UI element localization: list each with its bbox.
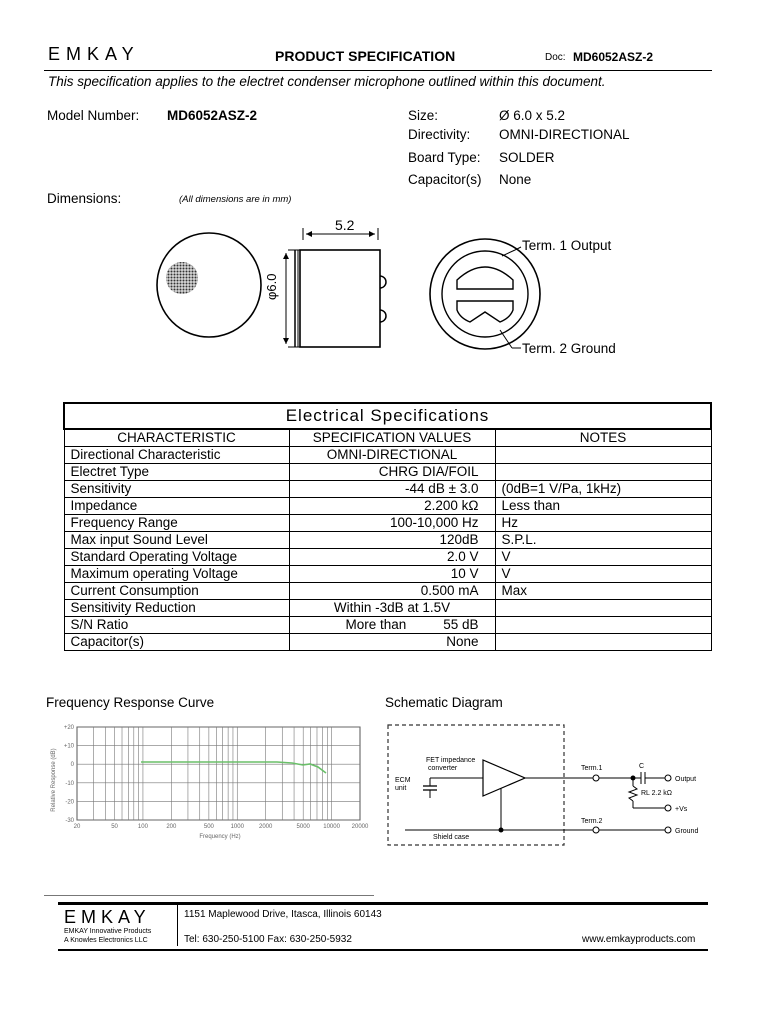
table-row [64, 634, 711, 651]
cell-value: 0.500 mA [289, 583, 495, 600]
footer-website-link[interactable]: www.emkayproducts.com [582, 934, 696, 945]
y-tick-labels [64, 725, 75, 824]
rear-view [430, 239, 540, 349]
x-tick-label: 1000 [230, 824, 244, 830]
size-value: Ø 6.0 x 5.2 [499, 108, 566, 123]
table-row [64, 515, 711, 532]
cell-value: 2.0 V [289, 549, 495, 566]
cell-characteristic: Standard Operating Voltage [64, 549, 289, 566]
x-tick-label: 20000 [351, 824, 369, 830]
cell-note: Hz [495, 515, 711, 532]
term2-schematic-label: Term.2 [581, 818, 603, 825]
plot-frame [77, 727, 360, 820]
fet-amplifier-symbol [483, 760, 525, 796]
rl-label: RL 2.2 kΩ [641, 790, 673, 797]
x-tick-label: 500 [203, 824, 214, 830]
x-tick-label: 50 [111, 824, 118, 830]
ground-label: Ground [675, 828, 699, 835]
y-tick-label: -30 [65, 818, 74, 824]
footer-subtitle-2: A Knowles Electronics LLC [64, 937, 148, 944]
cell-value: CHRG DIA/FOIL [289, 464, 495, 481]
front-view [157, 233, 261, 337]
board-type-label: Board Type: [408, 150, 481, 165]
y-tick-label: +10 [63, 743, 74, 750]
model-value: MD6052ASZ-2 [167, 108, 258, 123]
table-row [64, 549, 711, 566]
cell-characteristic: Max input Sound Level [64, 532, 289, 549]
cell-value: 10 V [289, 566, 495, 583]
table-row [64, 583, 711, 600]
cell-note: (0dB=1 V/Pa, 1kHz) [495, 481, 711, 498]
side-view [283, 228, 386, 347]
table-row [64, 532, 711, 549]
cell-characteristic: Sensitivity Reduction [64, 600, 289, 617]
cell-characteristic: Directional Characteristic [64, 447, 289, 464]
schematic-label: Schematic Diagram [385, 695, 503, 710]
schematic-diagram [385, 722, 715, 848]
cell-note [495, 447, 711, 464]
model-label: Model Number: [47, 108, 140, 123]
ecm-label-1: ECM [395, 777, 411, 784]
ecm-label-2: unit [395, 785, 407, 792]
electrical-spec-table [63, 402, 712, 651]
term1-schematic-label: Term.1 [581, 765, 603, 772]
cell-characteristic: S/N Ratio [64, 617, 289, 634]
board-type-value: SOLDER [499, 150, 555, 165]
y-tick-label: 0 [70, 762, 74, 769]
table-row [64, 481, 711, 498]
directivity-label: Directivity: [408, 127, 471, 142]
size-label: Size: [408, 108, 439, 123]
table-row [64, 566, 711, 583]
cell-note: Max [495, 583, 711, 600]
header-spec-values: SPECIFICATION VALUES [289, 429, 495, 447]
table-row [64, 447, 711, 464]
cell-note: V [495, 549, 711, 566]
doc-label: Doc: [545, 52, 566, 63]
header-notes: NOTES [495, 429, 711, 447]
capacitor-label: Capacitor(s) [408, 172, 482, 187]
cell-characteristic: Impedance [64, 498, 289, 515]
cell-characteristic: Electret Type [64, 464, 289, 481]
cell-note: S.P.L. [495, 532, 711, 549]
shield-case-label: Shield case [433, 834, 470, 841]
cell-value [289, 617, 495, 634]
x-tick-label: 10000 [323, 824, 340, 830]
x-tick-label: 2000 [258, 824, 273, 830]
doc-number: MD6052ASZ-2 [573, 50, 654, 64]
y-tick-label: +20 [63, 725, 74, 731]
fet-label-1: FET impedance [426, 757, 476, 764]
cell-value: -44 dB ± 3.0 [289, 481, 495, 498]
cell-note [495, 464, 711, 481]
table-header-row [64, 429, 711, 447]
capacitor-value: None [499, 172, 532, 187]
cell-value: 100-10,000 Hz [289, 515, 495, 532]
freq-response-curve [141, 762, 326, 773]
cell-characteristic: Sensitivity [64, 481, 289, 498]
freq-response-chart [40, 718, 380, 843]
freq-grid [77, 727, 360, 820]
brand-logo: EMKAY [48, 44, 140, 64]
freq-ylabel: Relative Response (dB) [51, 748, 57, 812]
footer-subtitle-1: EMKAY Innovative Products [64, 928, 152, 935]
cell-value-prefix: More than [345, 617, 407, 632]
table-row [64, 600, 711, 617]
cell-characteristic: Frequency Range [64, 515, 289, 532]
footer-address: 1151 Maplewood Drive, Itasca, Illinois 60143 [184, 909, 382, 920]
fet-label-2: converter [428, 765, 458, 772]
footer-brand: EMKAY [64, 907, 151, 927]
x-tick-label: 5000 [296, 824, 310, 830]
footer-phone: Tel: 630-250-5100 Fax: 630-250-5932 [184, 934, 352, 945]
length-dimension: 5.2 [335, 217, 355, 233]
term2-label: Term. 2 Ground [522, 341, 616, 356]
cell-value: 120dB [289, 532, 495, 549]
y-tick-label: -10 [65, 780, 74, 787]
cell-note: V [495, 566, 711, 583]
cell-value-number: 55 dB [443, 617, 479, 632]
cell-value: 2.200 kΩ [289, 498, 495, 515]
cell-value: OMNI-DIRECTIONAL [289, 447, 495, 464]
cell-characteristic: Current Consumption [64, 583, 289, 600]
footer-divider [177, 905, 178, 946]
output-label: Output [675, 776, 697, 783]
diameter-dimension: φ6.0 [264, 273, 279, 300]
freq-response-label: Frequency Response Curve [46, 695, 215, 710]
applies-text: This specification applies to the electret condenser microphone outlined within this document. [48, 74, 606, 89]
cell-note [495, 600, 711, 617]
dimensions-note: (All dimensions are in mm) [179, 194, 292, 205]
cell-note: Less than [495, 498, 711, 515]
x-tick-label: 100 [137, 824, 148, 830]
capacitor-symbol-label: C [639, 763, 645, 770]
term1-label: Term. 1 Output [522, 238, 612, 253]
cell-characteristic: Capacitor(s) [64, 634, 289, 651]
vs-label: +Vs [675, 806, 688, 813]
header-divider [44, 70, 712, 71]
header-characteristic: CHARACTERISTIC [64, 429, 289, 447]
directivity-value: OMNI-DIRECTIONAL [499, 127, 630, 142]
cell-value: Within -3dB at 1.5V [289, 600, 495, 617]
x-tick-label: 20 [73, 824, 81, 830]
cell-note [495, 634, 711, 651]
table-row [64, 617, 711, 634]
freq-xlabel: Frequency (Hz) [199, 834, 241, 840]
y-tick-label: -20 [65, 799, 74, 806]
x-tick-labels [74, 824, 369, 830]
table-row [64, 498, 711, 515]
table-row [64, 464, 711, 481]
x-tick-label: 200 [166, 824, 177, 830]
table-title: Electrical Specifications [64, 403, 711, 429]
shield-boundary [388, 725, 564, 845]
page-title: PRODUCT SPECIFICATION [275, 48, 456, 64]
cell-value: None [289, 634, 495, 651]
cell-note [495, 617, 711, 634]
cell-characteristic: Maximum operating Voltage [64, 566, 289, 583]
dimensions-label: Dimensions: [47, 191, 122, 206]
footer-rule [44, 895, 374, 896]
